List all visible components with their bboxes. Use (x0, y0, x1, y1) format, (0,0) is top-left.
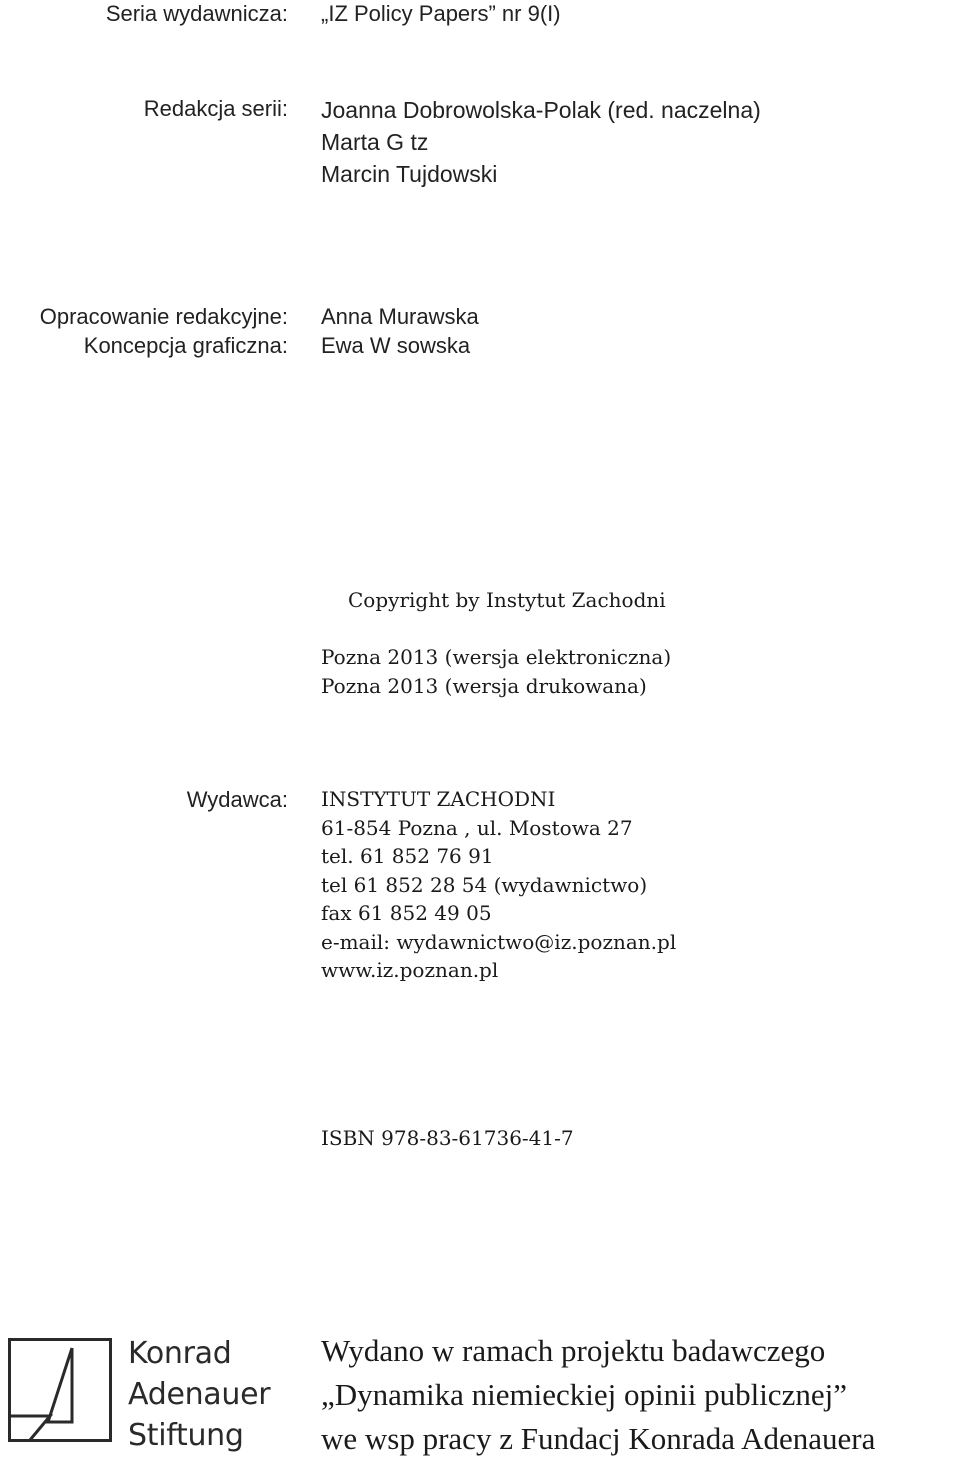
credit-label-design: Koncepcja graficzna: (83, 333, 288, 358)
publisher-label: Wydawca: (186, 787, 288, 812)
publisher-details (321, 785, 676, 985)
project-line: „Dynamika niemieckiej opinii publicznej” (321, 1377, 847, 1412)
logo-line: Stiftung (128, 1418, 244, 1453)
publisher-name: INSTYTUT ZACHODNI (321, 787, 556, 811)
isbn-number: ISBN 978-83-61736-41-7 (321, 1126, 574, 1150)
editors-label: Redakcja serii: (143, 96, 288, 121)
logo-wordmark (128, 1333, 270, 1456)
edition-line: Pozna 2013 (wersja elektroniczna) (321, 645, 672, 669)
konrad-adenauer-stiftung-logo-icon (8, 1338, 112, 1442)
editor-name: Joanna Dobrowolska-Polak (red. naczelna) (321, 97, 761, 123)
publisher-phone: tel. 61 852 76 91 (321, 844, 494, 868)
series-label: Seria wydawnicza: (105, 1, 288, 26)
project-line: Wydano w ramach projektu badawczego (321, 1333, 826, 1368)
project-note (321, 1329, 875, 1461)
credit-label-editing: Opracowanie redakcyjne: (39, 304, 288, 329)
editions-list (321, 643, 671, 700)
series-value: „IZ Policy Papers” nr 9(I) (321, 1, 561, 26)
publisher-email: e-mail: wydawnictwo@iz.poznan.pl (321, 929, 677, 954)
copyright-line: Copyright by Instytut Zachodni (348, 588, 666, 612)
edition-line: Pozna 2013 (wersja drukowana) (321, 673, 647, 698)
credit-value-editing: Anna Murawska (321, 304, 479, 329)
publisher-phone-publishing: tel 61 852 28 54 (wydawnictwo) (321, 872, 648, 897)
editor-name: Marta G tz (321, 129, 429, 155)
credit-value-design: Ewa W sowska (321, 333, 471, 358)
editors-list (321, 94, 761, 190)
publisher-website: www.iz.poznan.pl (321, 958, 499, 982)
publisher-address: 61-854 Pozna , ul. Mostowa 27 (321, 815, 633, 840)
logo-line: Konrad (128, 1336, 232, 1371)
project-line: we wsp pracy z Fundacj Konrada Adenauera (321, 1421, 876, 1456)
logo-line: Adenauer (128, 1377, 271, 1412)
publisher-fax: fax 61 852 49 05 (321, 901, 492, 925)
editor-name: Marcin Tujdowski (321, 161, 498, 187)
